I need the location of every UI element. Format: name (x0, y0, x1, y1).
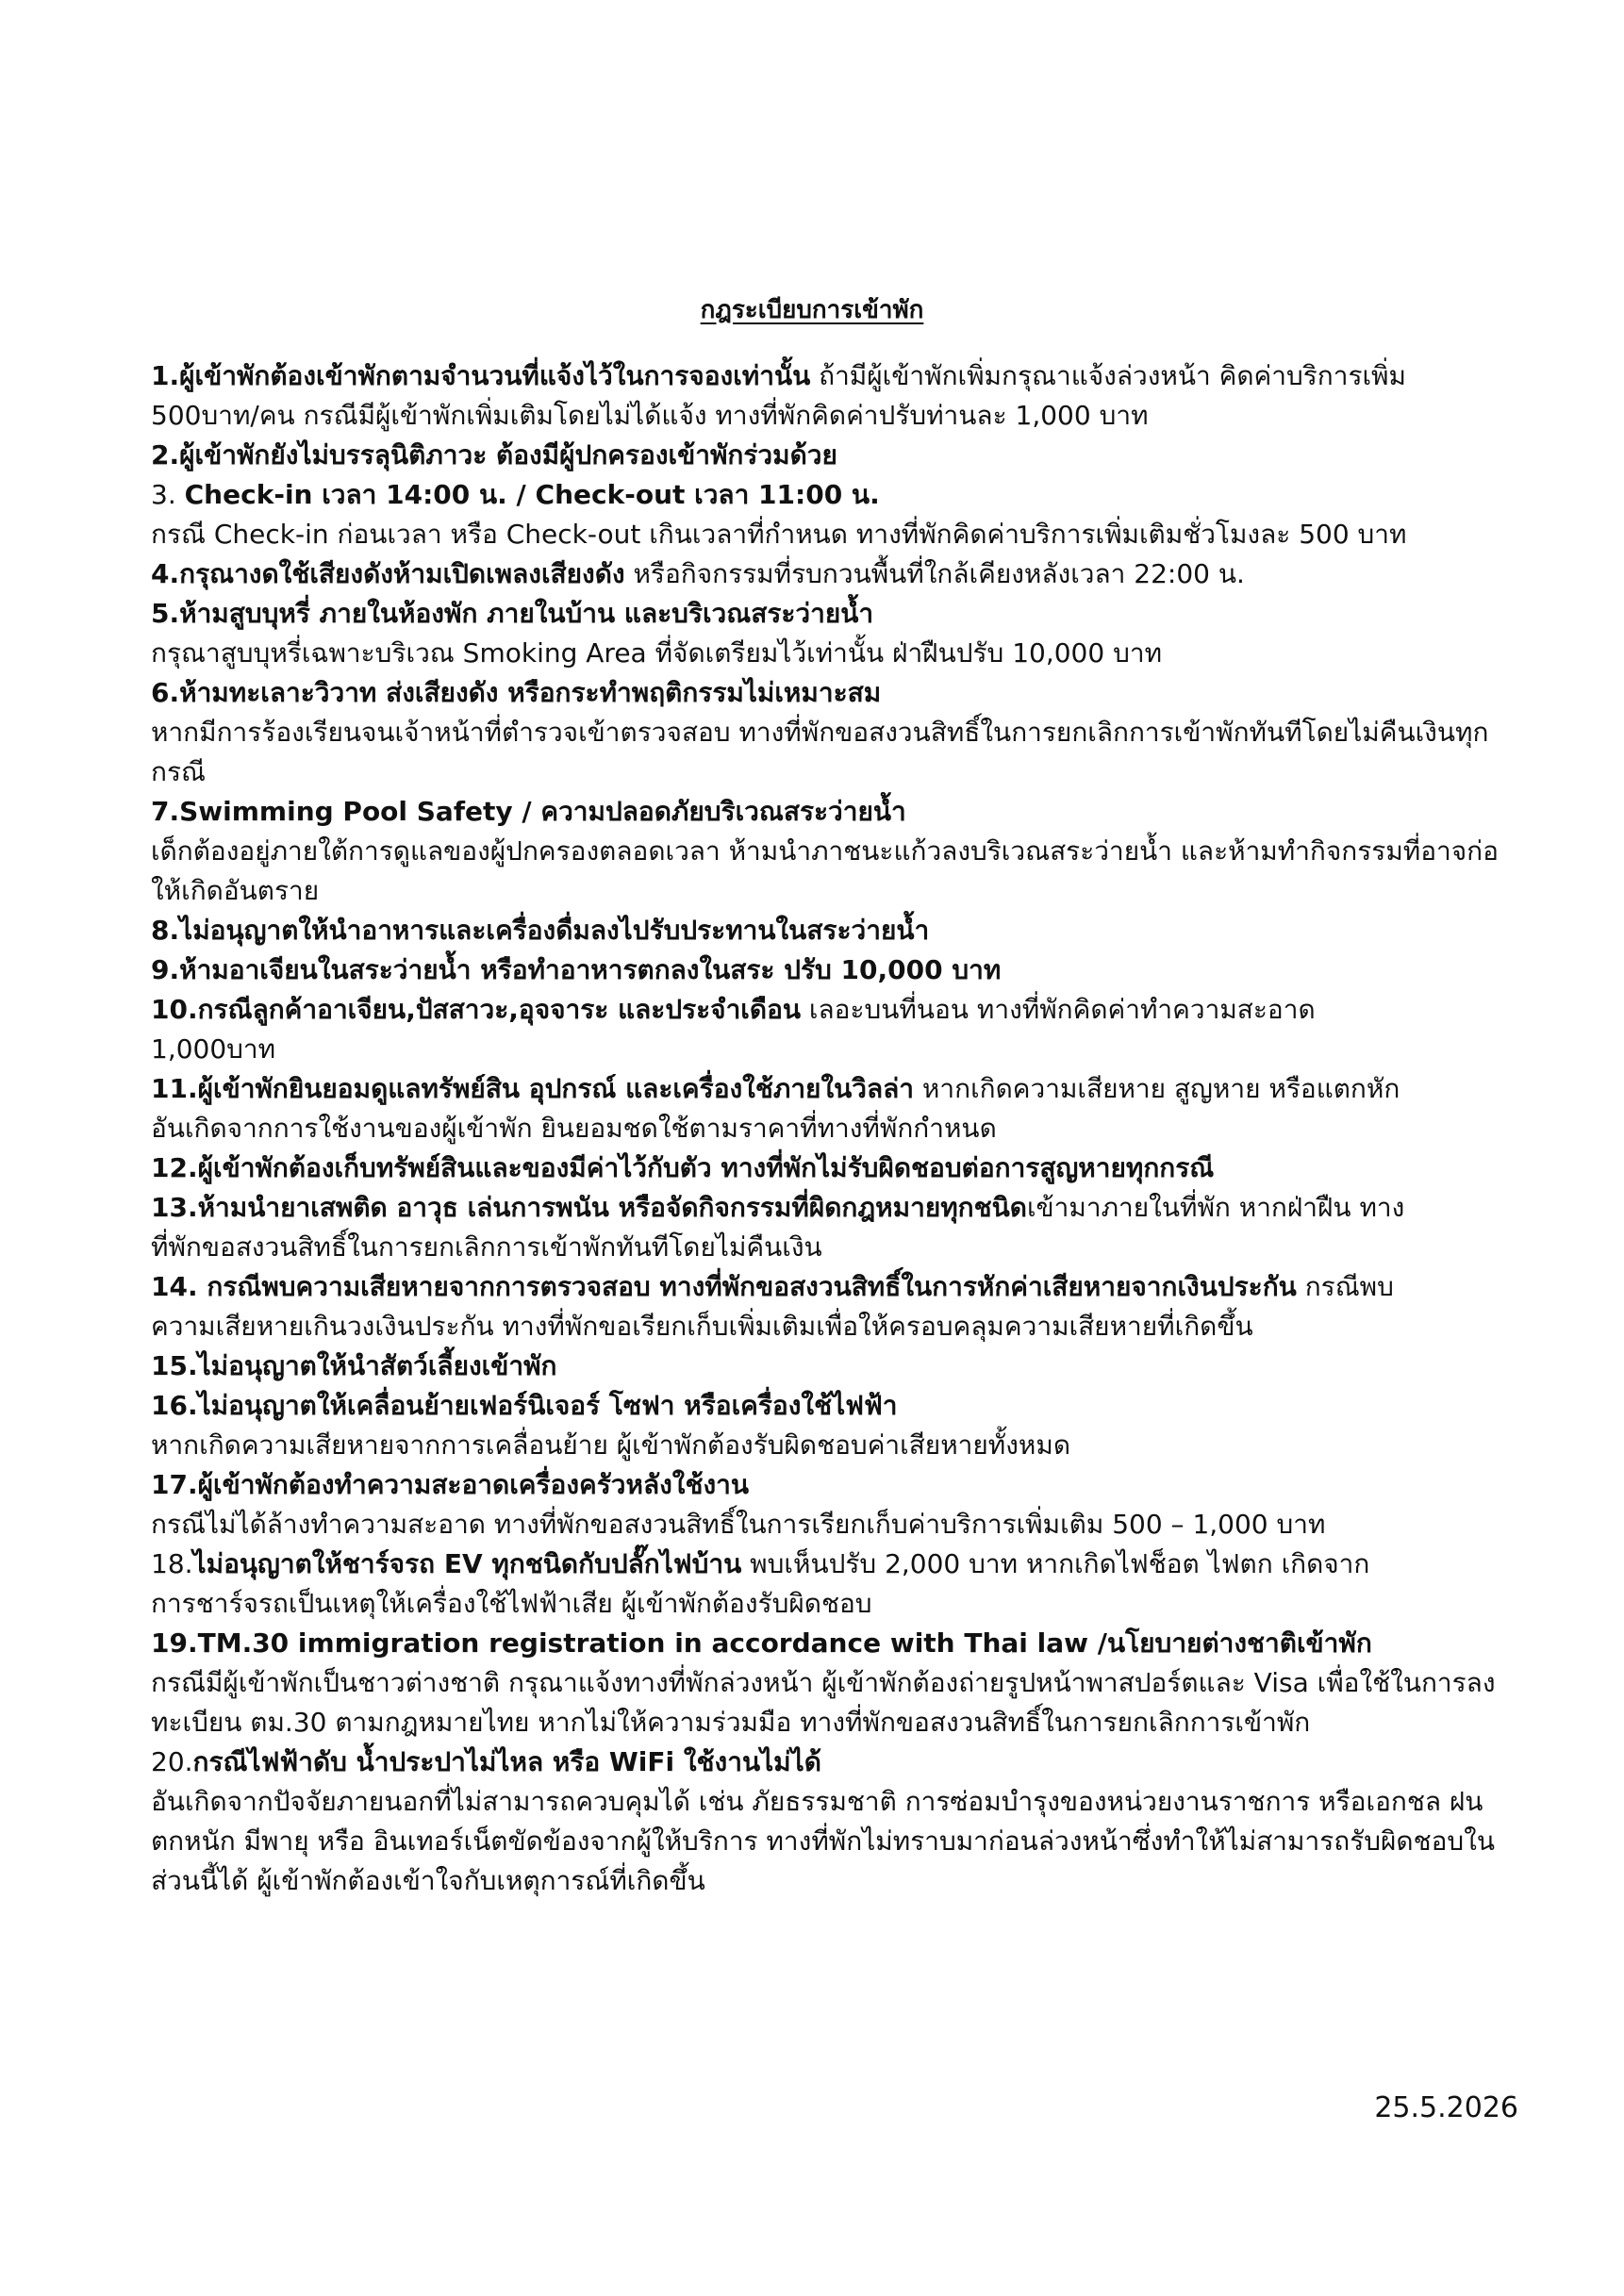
rule-heading (151, 436, 1509, 475)
rule-heading (151, 1743, 1509, 1782)
rule-body: กรณีไม่ได้ล้างทำความสะอาด ทางที่พักขอสงวนสิทธิ์ในการเรียกเก็บค่าบริการเพิ่มเติม 500 – 1,000 บาท (151, 1509, 1326, 1540)
rule-body: หากมีการร้องเรียนจนเจ้าหน้าที่ตำรวจเข้าตรวจสอบ ทางที่พักขอสงวนสิทธิ์ในการยกเลิกการเข้าพักทันทีโดยไม่คืนเงินทุกกรณี (151, 717, 1489, 787)
rule-heading (151, 356, 1509, 396)
rule-item (151, 1544, 1509, 1624)
document-date: 25.5.2026 (1374, 2091, 1518, 2124)
rule-body: อันเกิดจากการใช้งานของผู้เข้าพัก ยินยอมชดใช้ตามราคาที่ทางที่พักกำหนด (151, 1113, 997, 1144)
rule-heading (151, 1267, 1509, 1307)
rule-heading-bold: 17.ผู้เข้าพักต้องทำความสะอาดเครื่องครัวหลังใช้งาน (151, 1469, 750, 1500)
rule-heading (151, 1624, 1509, 1663)
rule-heading (151, 1544, 1509, 1584)
rule-heading-bold: 16.ไม่อนุญาตให้เคลื่อนย้ายเฟอร์นิเจอร์ โซฟา หรือเครื่องใช้ไฟฟ้า (151, 1390, 898, 1421)
rule-heading-bold: Check-in เวลา 14:00 น. / Check-out เวลา 11:00 น. (184, 479, 880, 510)
rule-item (151, 436, 1509, 475)
rule-body: เด็กต้องอยู่ภายใต้การดูแลของผู้ปกครองตลอดเวลา ห้ามนำภาชนะแก้วลงบริเวณสระว่ายน้ำ และห้ามทำกิจกรรมที่อาจก่อให้เกิดอันตราย (151, 835, 1499, 906)
rule-heading-lead: 18. (151, 1548, 193, 1579)
rule-item (151, 911, 1509, 950)
rule-heading (151, 594, 1509, 634)
rule-item (151, 1743, 1509, 1901)
rule-heading (151, 1148, 1509, 1188)
rule-heading (151, 1069, 1509, 1109)
rule-body: กรุณาสูบบุหรี่เฉพาะบริเวณ Smoking Area ที่จัดเตรียมไว้เท่านั้น ฝ่าฝืนปรับ 10,000 บาท (151, 637, 1163, 669)
rule-heading-rest: กรณีพบ (1296, 1271, 1394, 1302)
rule-item (151, 1346, 1509, 1386)
rule-body: กรณีมีผู้เข้าพักเป็นชาวต่างชาติ กรุณาแจ้งทางที่พักล่วงหน้า ผู้เข้าพักต้องถ่ายรูปหน้าพาสปอร์ตและ Visa เพื่อใช้ในการลงทะเบียน ตม.30 ตามกฎหมายไทย หากไม่ให้ความร่วมมือ ทางที่พักขอสงวนสิทธิ์ในการยกเลิกการเข้าพัก (151, 1667, 1496, 1738)
rule-heading-bold: 15.ไม่อนุญาตให้นำสัตว์เลี้ยงเข้าพัก (151, 1350, 557, 1381)
rule-item (151, 792, 1509, 911)
rule-item (151, 1148, 1509, 1188)
rule-heading (151, 554, 1509, 594)
rule-heading-bold: 13.ห้ามนำยาเสพติด อาวุธ เล่นการพนัน หรือจัดกิจกรรมที่ผิดกฎหมายทุกชนิด (151, 1192, 1027, 1223)
rule-heading-bold: 12.ผู้เข้าพักต้องเก็บทรัพย์สินและของมีค่าไว้กับตัว ทางที่พักไม่รับผิดชอบต่อการสูญหายทุกกรณี (151, 1152, 1215, 1183)
rule-heading (151, 990, 1509, 1030)
rule-heading (151, 1386, 1509, 1426)
rule-heading-bold: 7.Swimming Pool Safety / ความปลอดภัยบริเวณสระว่ายน้ำ (151, 796, 906, 827)
rule-heading-bold: 1.ผู้เข้าพักต้องเข้าพักตามจำนวนที่แจ้งไว้ในการจองเท่านั้น (151, 360, 811, 391)
rule-heading-rest: หากเกิดความเสียหาย สูญหาย หรือแตกหัก (914, 1073, 1400, 1104)
rule-heading-rest: ถ้ามีผู้เข้าพักเพิ่มกรุณาแจ้งล่วงหน้า คิดค่าบริการเพิ่ม (810, 360, 1406, 391)
rule-heading-bold: 19.TM.30 immigration registration in accordance with Thai law /นโยบายต่างชาติเข้าพัก (151, 1627, 1372, 1659)
rule-heading-bold: 6.ห้ามทะเลาะวิวาท ส่งเสียงดัง หรือกระทำพฤติกรรมไม่เหมาะสม (151, 677, 882, 708)
rule-heading-bold: 4.กรุณางดใช้เสียงดังห้ามเปิดเพลงเสียงดัง (151, 558, 625, 589)
rule-heading (151, 792, 1509, 832)
rule-heading (151, 1465, 1509, 1505)
rule-heading-bold: 2.ผู้เข้าพักยังไม่บรรลุนิติภาวะ ต้องมีผู้ปกครองเข้าพักร่วมด้วย (151, 439, 837, 471)
rule-body: ความเสียหายเกินวงเงินประกัน ทางที่พักขอเรียกเก็บเพิ่มเติมเพื่อให้ครอบคลุมความเสียหายที่เกิดขึ้น (151, 1311, 1253, 1342)
rule-item (151, 594, 1509, 673)
rule-item (151, 356, 1509, 436)
rule-body: ที่พักขอสงวนสิทธิ์ในการยกเลิกการเข้าพักทันทีโดยไม่คืนเงิน (151, 1231, 822, 1263)
rule-heading (151, 1188, 1509, 1228)
rule-heading-bold: 5.ห้ามสูบบุหรี่ ภายในห้องพัก ภายในบ้าน และบริเวณสระว่ายน้ำ (151, 598, 874, 629)
rule-item (151, 1465, 1509, 1544)
rule-body: 1,000บาท (151, 1033, 276, 1065)
rules-list (151, 356, 1509, 1901)
rule-heading (151, 950, 1509, 990)
rule-item (151, 950, 1509, 990)
rule-heading-rest: พบเห็นปรับ 2,000 บาท หากเกิดไฟช็อต ไฟตก เกิดจาก (741, 1548, 1370, 1579)
rule-heading-bold: 9.ห้ามอาเจียนในสระว่ายน้ำ หรือทำอาหารตกลงในสระ ปรับ 10,000 บาท (151, 954, 1002, 985)
rule-heading (151, 1346, 1509, 1386)
rule-heading-bold: 11.ผู้เข้าพักยินยอมดูแลทรัพย์สิน อุปกรณ์ และเครื่องใช้ภายในวิลล่า (151, 1073, 915, 1104)
rule-body: การชาร์จรถเป็นเหตุให้เครื่องใช้ไฟฟ้าเสีย ผู้เข้าพักต้องรับผิดชอบ (151, 1588, 872, 1619)
rule-heading-bold: ไม่อนุญาตให้ชาร์จรถ EV ทุกชนิดกับปลั๊กไฟบ้าน (192, 1548, 742, 1579)
rule-body: 500บาท/คน กรณีมีผู้เข้าพักเพิ่มเติมโดยไม่ได้แจ้ง ทางที่พักคิดค่าปรับท่านละ 1,000 บาท (151, 400, 1149, 431)
rule-heading-bold: 14. กรณีพบความเสียหายจากการตรวจสอบ ทางที่พักขอสงวนสิทธิ์ในการหักค่าเสียหายจากเงินประกัน (151, 1271, 1297, 1302)
rule-heading-bold: กรณีไฟฟ้าดับ น้ำประปาไม่ไหล หรือ WiFi ใช้งานไม่ได้ (192, 1746, 821, 1777)
rule-item (151, 1267, 1509, 1346)
document-title: กฎระเบียบการเข้าพัก (700, 296, 924, 324)
rule-item (151, 1069, 1509, 1148)
rule-heading-rest: เข้ามาภายในที่พัก หากฝ่าฝืน ทาง (1026, 1192, 1405, 1223)
rule-item (151, 1624, 1509, 1743)
rule-heading (151, 911, 1509, 950)
rule-heading (151, 475, 1509, 515)
rule-heading-rest: หรือกิจกรรมที่รบกวนพื้นที่ใกล้เคียงหลังเวลา 22:00 น. (624, 558, 1245, 589)
rule-item (151, 475, 1509, 554)
rule-item (151, 1188, 1509, 1267)
rule-heading (151, 673, 1509, 713)
rule-item (151, 990, 1509, 1069)
rule-heading-bold: 10.กรณีลูกค้าอาเจียน,ปัสสาวะ,อุจจาระ และประจำเดือน (151, 994, 802, 1025)
rule-item (151, 673, 1509, 792)
rule-body: กรณี Check-in ก่อนเวลา หรือ Check-out เกินเวลาที่กำหนด ทางที่พักคิดค่าบริการเพิ่มเติมชั่วโมงละ 500 บาท (151, 519, 1407, 550)
rule-body: หากเกิดความเสียหายจากการเคลื่อนย้าย ผู้เข้าพักต้องรับผิดชอบค่าเสียหายทั้งหมด (151, 1429, 1071, 1461)
rule-item (151, 1386, 1509, 1465)
rule-heading-lead: 20. (151, 1746, 193, 1777)
rule-item (151, 554, 1509, 594)
rule-body: อันเกิดจากปัจจัยภายนอกที่ไม่สามารถควบคุมได้ เช่น ภัยธรรมชาติ การซ่อมบำรุงของหน่วยงานราชการ หรือเอกชล ฝนตกหนัก มีพายุ หรือ อินเทอร์เน็ตขัดข้องจากผู้ให้บริการ ทางที่พักไม่ทราบมาก่อนล่วงหน้าซึ่งทำให้ไม่สามารถรับผิดชอบในส่วนนี้ได้ ผู้เข้าพักต้องเข้าใจกับเหตุการณ์ที่เกิดขึ้น (151, 1786, 1496, 1896)
rule-heading-bold: 8.ไม่อนุญาตให้นำอาหารและเครื่องดื่มลงไปรับประทานในสระว่ายน้ำ (151, 915, 930, 946)
rule-heading-rest: เลอะบนที่นอน ทางที่พักคิดค่าทำความสะอาด (801, 994, 1316, 1025)
rule-heading-lead: 3. (151, 479, 185, 510)
